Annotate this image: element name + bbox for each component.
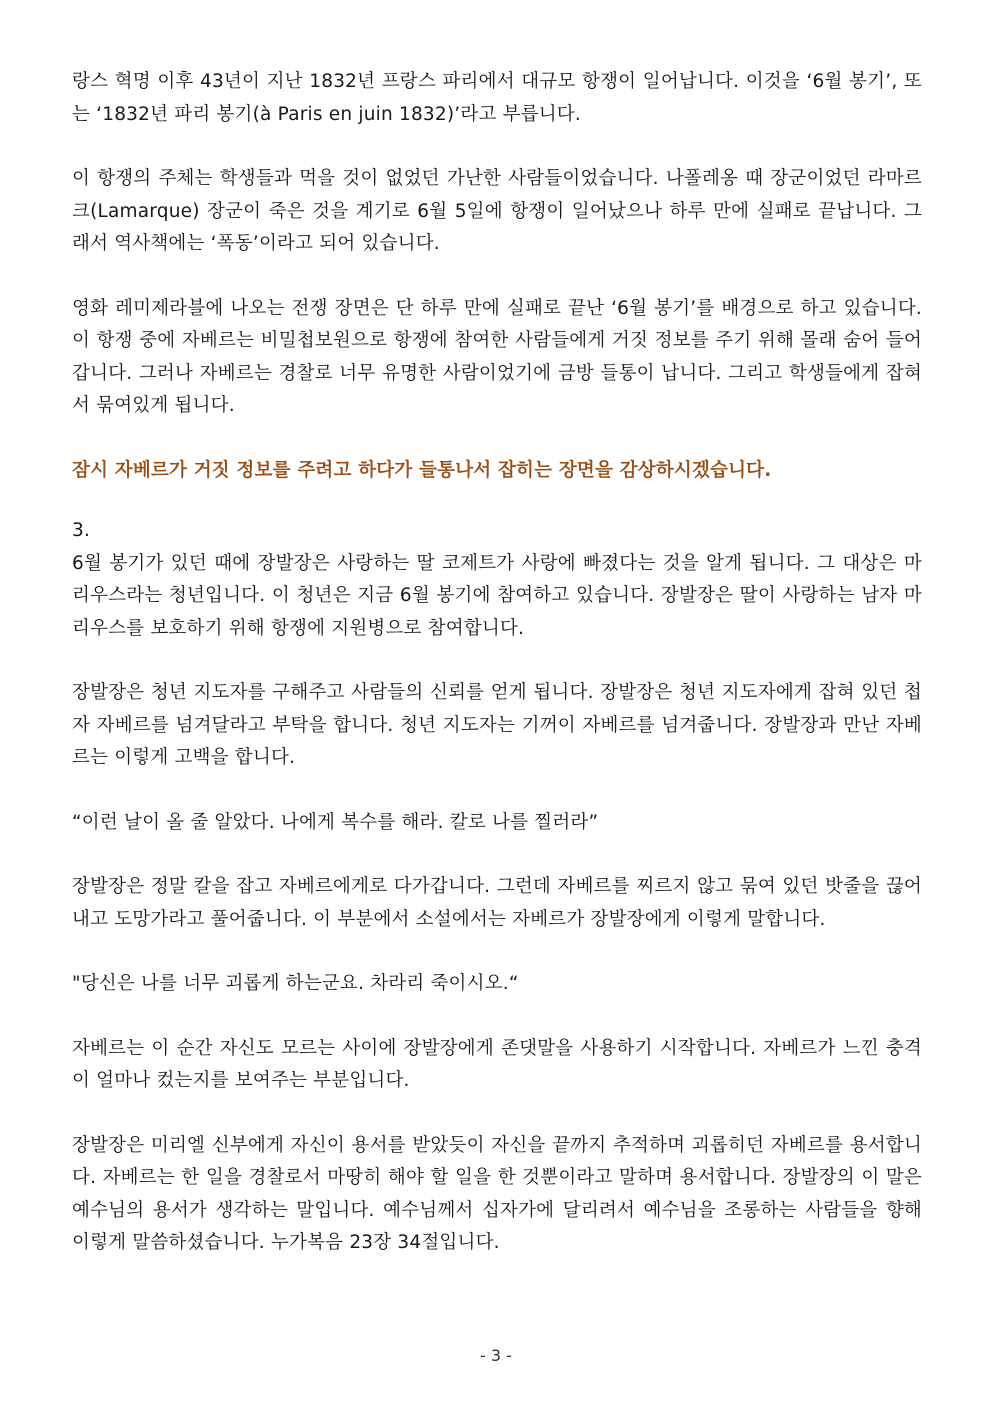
quote-javert-revenge: “이런 날이 올 줄 알았다. 나에게 복수를 해라. 칼로 나를 찔러라” [72,811,599,833]
paragraph-javert-spy: 영화 레미제라블에 나오는 전쟁 장면은 단 하루 만에 실패로 끝난 ‘6월 봉기’를 배경으로 하고 있습니다. 이 항쟁 중에 자베르는 비밀첩보원으로 항쟁에 참여한 사람들에게 거짓 정보를 주기 위해 몰래 숨어 들어갑니다. 그러나 자베르는 경찰로 너무 유명한 사람이었기에 금방 들통이 납니다. 그리고 학생들에게 잡혀서 묶여있게 됩니다. [72,297,922,416]
paragraph-valjean-frees-javert: 장발장은 정말 칼을 잡고 자베르에게로 다가갑니다. 그런데 자베르를 찌르지 않고 묶여 있던 밧줄을 끊어내고 도망가라고 풀어줍니다. 이 부분에서 소설에서는 자베르가 장발장에게 이렇게 말합니다. [72,876,922,930]
highlight-instruction: 잠시 자베르가 거짓 정보를 주려고 하다가 들통나서 잡히는 장면을 감상하시겠습니다. [72,459,772,481]
quote-javert-kill-me: "당신은 나를 너무 괴롭게 하는군요. 차라리 죽이시오.“ [72,973,519,994]
paragraph-june-rebellion-intro: 랑스 혁명 이후 43년이 지난 1832년 프랑스 파리에서 대규모 항쟁이 일어납니다. 이것을 ‘6월 봉기’, 또는 ‘1832년 파리 봉기(à Paris en juin 1832)’라고 부릅니다. [72,71,922,125]
document-body [72,66,922,1260]
paragraph-valjean-cosette: 6월 봉기가 있던 때에 장발장은 사랑하는 딸 코제트가 사랑에 빠졌다는 것을 알게 됩니다. 그 대상은 마리우스라는 청년입니다. 이 청년은 지금 6월 봉기에 참여하고 있습니다. 장발장은 딸이 사랑하는 남자 마리우스를 보호하기 위해 항쟁에 지원병으로 참여합니다. [72,552,922,639]
page-number: - 3 - [480,1346,512,1365]
paragraph-valjean-javert-release: 장발장은 청년 지도자를 구해주고 사람들의 신뢰를 얻게 됩니다. 장발장은 청년 지도자에게 잡혀 있던 첩자 자베르를 넘겨달라고 부탁을 합니다. 청년 지도자는 기꺼이 자베르를 넘겨줍니다. 장발장과 만난 자베르는 이렇게 고백을 합니다. [72,682,922,768]
paragraph-javert-honorific: 자베르는 이 순간 자신도 모르는 사이에 장발장에게 존댓말을 사용하기 시작합니다. 자베르가 느낀 충격이 얼마나 컸는지를 보여주는 부분입니다. [72,1037,922,1091]
section-number: 3. [72,520,91,541]
paragraph-rebellion-participants: 이 항쟁의 주체는 학생들과 먹을 것이 없었던 가난한 사람들이었습니다. 나폴레옹 때 장군이었던 라마르크(Lamarque) 장군이 죽은 것을 계기로 6월 5일에 항쟁이 일어났으나 하루 만에 실패로 끝납니다. 그래서 역사책에는 ‘폭동’이라고 되어 있습니다. [72,168,922,254]
paragraph-forgiveness: 장발장은 미리엘 신부에게 자신이 용서를 받았듯이 자신을 끝까지 추적하며 괴롭히던 자베르를 용서합니다. 자베르는 한 일을 경찰로서 마땅히 해야 할 일을 한 것뿐이라고 말하며 용서합니다. 장발장의 이 말은 예수님의 용서가 생각하는 말입니다. 예수님께서 십자가에 달리려서 예수님을 조롱하는 사람들을 향해 이렇게 말씀하셨습니다. 누가복음 23장 34절입니다. [72,1134,922,1253]
